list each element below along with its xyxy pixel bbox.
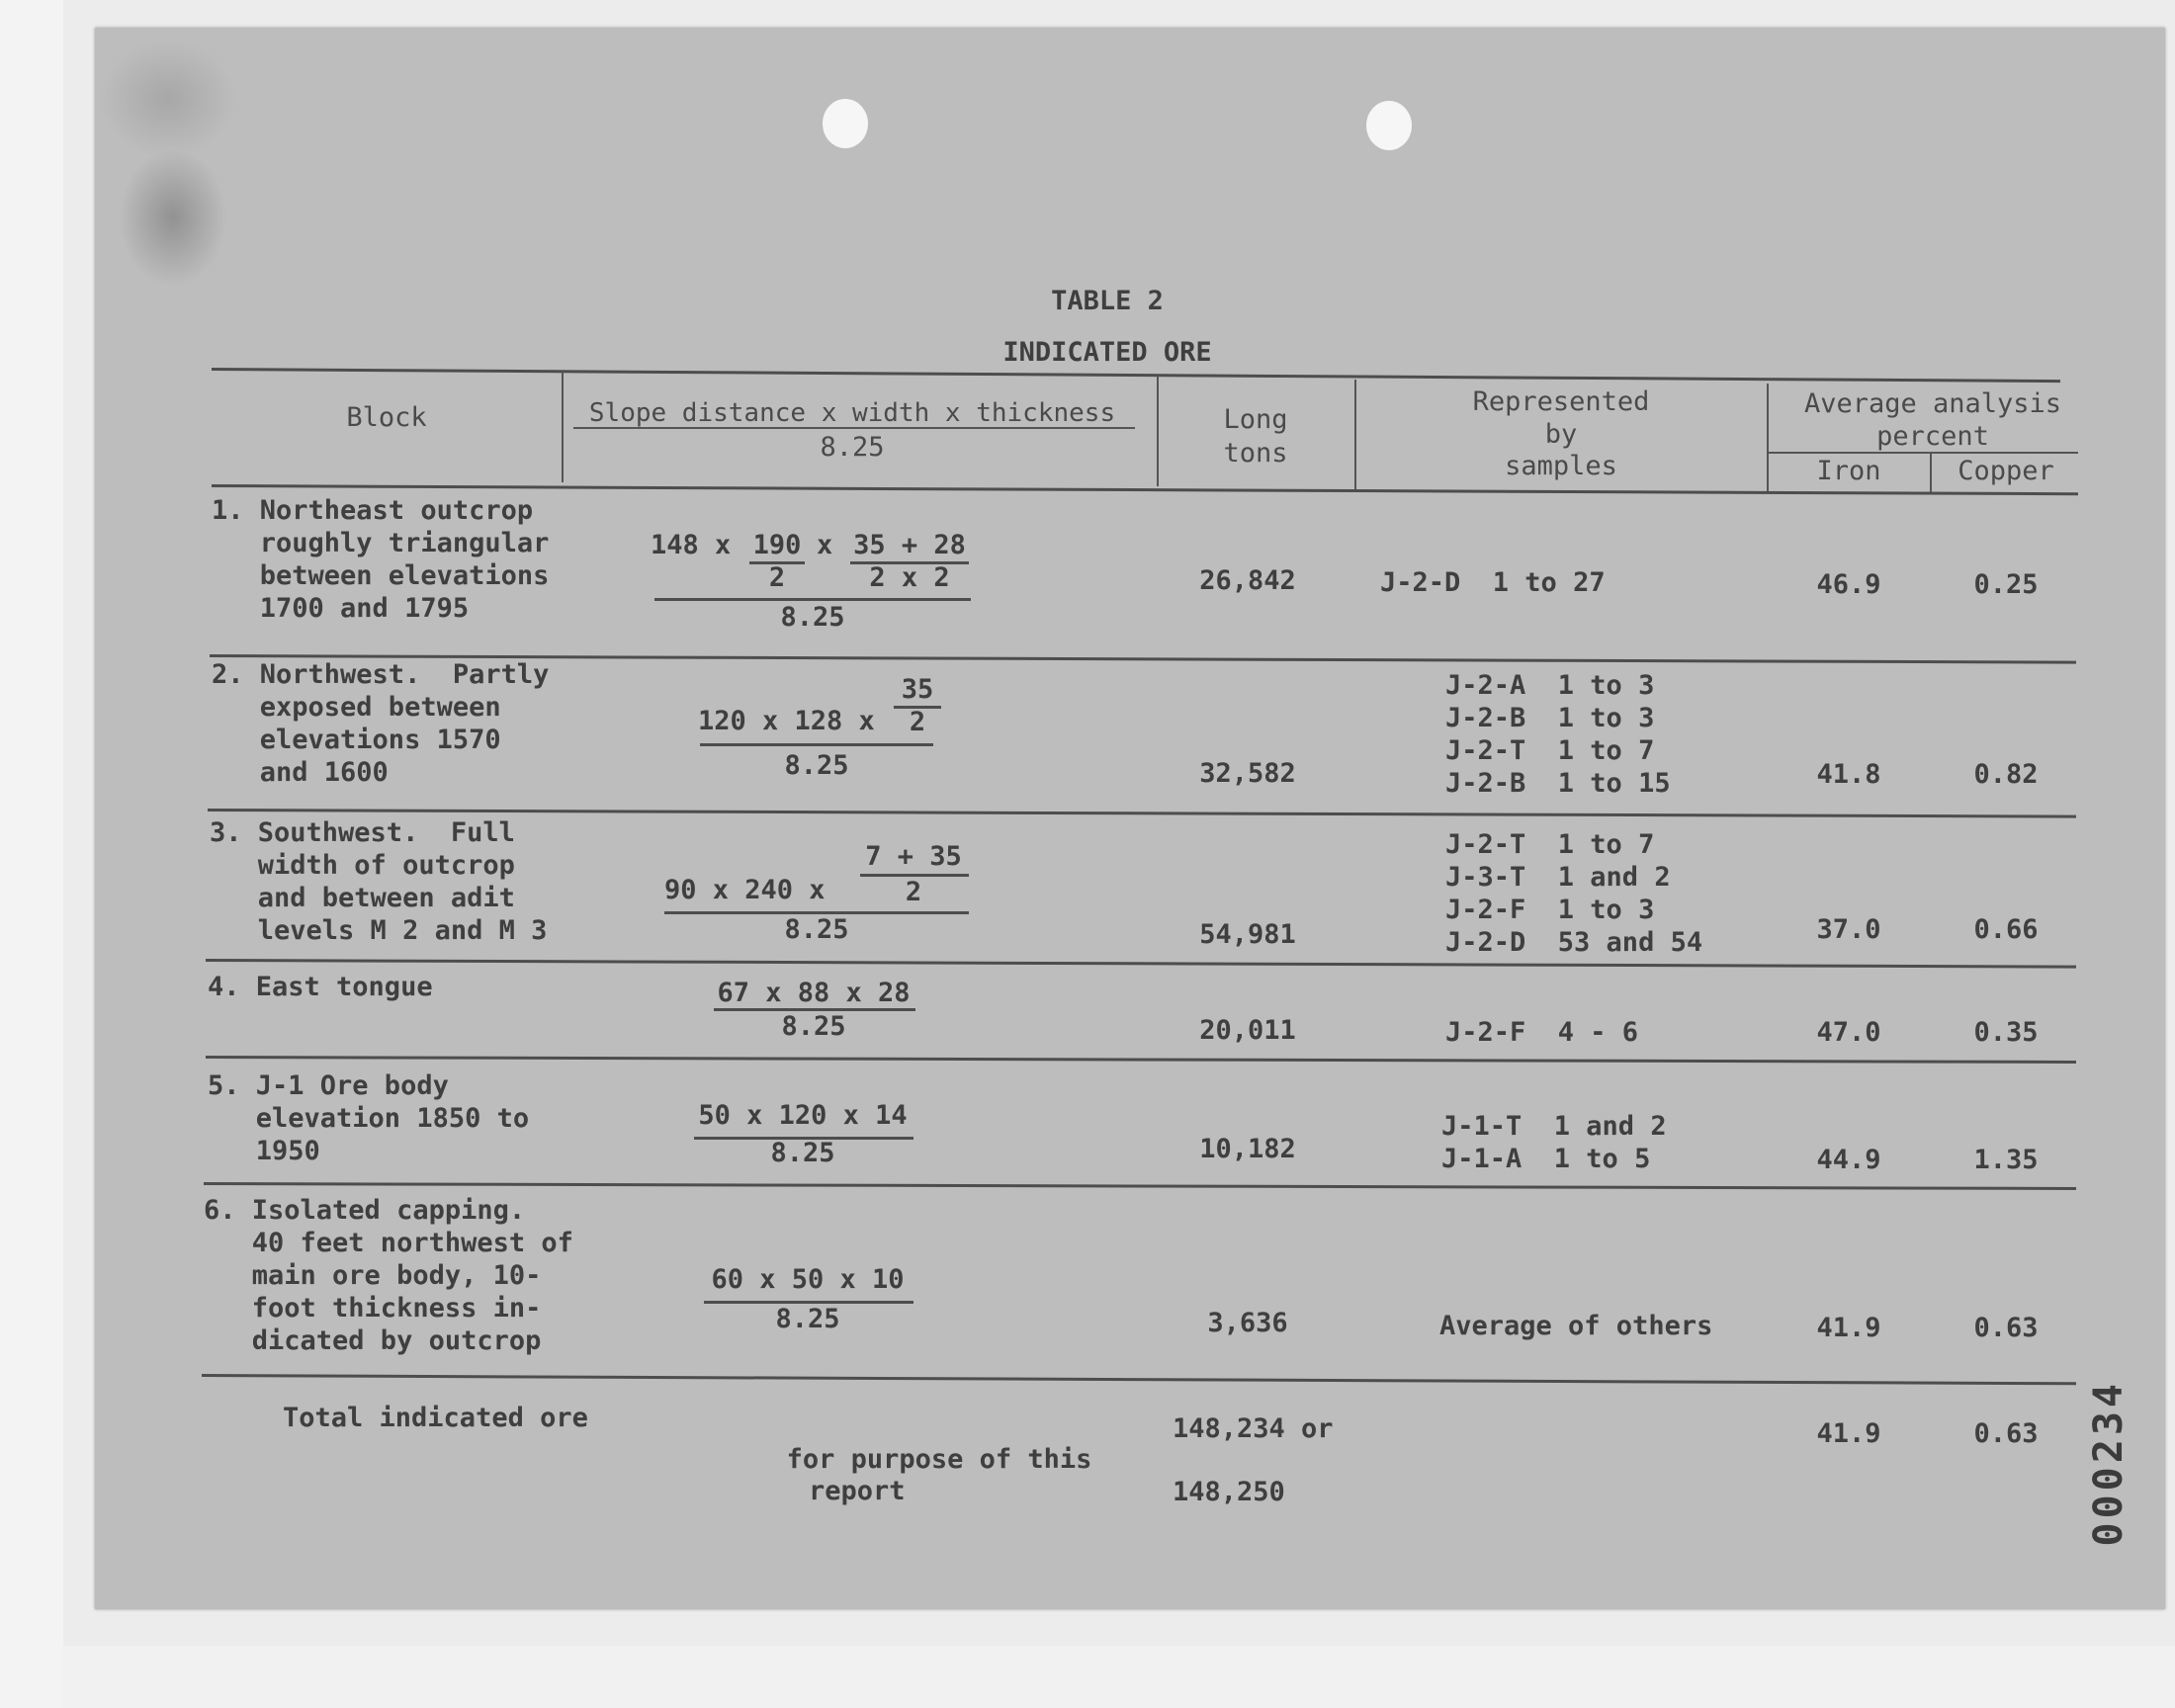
row3-sample: J-3-T 1 and 2 [1445,862,1671,893]
row5-block-line: elevation 1850 to [208,1103,530,1134]
row3-iron: 37.0 [1816,914,1881,945]
row1-copper: 0.25 [1973,569,2039,600]
row1-block-line: between elevations [212,560,550,591]
row1-sample: J-2-D 1 to 27 [1380,567,1606,598]
archive-stamp-number: 000234 [2086,1380,2132,1547]
row4-formula-numerator: 67 x 88 x 28 [717,978,911,1008]
row2-formula-c-num: 35 [901,674,934,705]
total-tons-line1: 148,234 or [1173,1413,1334,1444]
row6-block-line: dicated by outcrop [204,1325,542,1356]
row4-block-line: 4. East tongue [208,972,433,1002]
row3-block-line: levels M 2 and M 3 [210,915,548,946]
row1-formula-x: x [817,530,833,560]
row3-sample: J-2-F 1 to 3 [1445,895,1655,925]
header-iron: Iron [1816,456,1881,486]
total-copper: 0.63 [1973,1418,2039,1449]
total-label: Total indicated ore [283,1403,588,1433]
row1-iron: 46.9 [1816,569,1881,600]
row1-block-line: roughly triangular [212,528,550,558]
row2-formula-main-bar [700,743,933,746]
row3-tons: 54,981 [1199,919,1296,950]
row6-copper: 0.63 [1973,1313,2039,1343]
header-divider [562,372,564,482]
row2-formula-c-den: 2 [909,707,926,737]
header-block: Block [346,402,427,433]
row-rule [202,1374,2076,1385]
row6-formula-numerator: 60 x 50 x 10 [711,1264,905,1295]
row3-block-line: and between adit [210,883,515,913]
row2-sample: J-2-A 1 to 3 [1445,670,1655,701]
row-rule [204,1182,2076,1190]
row4-sample: J-2-F 4 - 6 [1445,1017,1639,1048]
row2-copper: 0.82 [1973,759,2039,790]
row5-block-line: 1950 [208,1136,320,1166]
row1-block-line: 1700 and 1795 [212,593,470,624]
total-note-line1: for purpose of this [786,1444,1092,1475]
row2-formula-a: 120 x 128 x [698,706,875,736]
row6-formula-denominator: 8.25 [775,1304,840,1334]
row5-tons: 10,182 [1199,1134,1296,1164]
row1-formula-b-den: 2 [768,562,786,593]
row5-formula-numerator: 50 x 120 x 14 [698,1100,908,1131]
row4-tons: 20,011 [1199,1015,1296,1046]
row6-block-line: foot thickness in- [204,1293,542,1324]
header-top-rule [212,368,2060,383]
row3-formula-denominator: 8.25 [784,914,849,945]
row6-block-line: 40 feet northwest of [204,1228,573,1258]
header-divider [1767,384,1769,492]
header-samples-line3: samples [1505,451,1617,481]
row1-block-line: 1. Northeast outcrop [212,495,534,526]
row5-sample: J-1-T 1 and 2 [1441,1111,1667,1142]
row1-formula-a: 148 x [651,530,732,560]
header-formula-top: Slope distance x width x thickness [588,398,1116,428]
header-samples-line1: Represented [1472,386,1650,417]
row5-formula-denominator: 8.25 [770,1138,835,1168]
table-title: TABLE 2 [1051,286,1164,316]
row1-tons: 26,842 [1199,565,1296,596]
row5-sample: J-1-A 1 to 5 [1441,1144,1651,1174]
row2-formula-denominator: 8.25 [784,750,849,781]
row1-formula-b-num: 190 [752,530,802,560]
header-tons-line1: Long [1223,404,1288,435]
row6-sample: Average of others [1439,1311,1713,1341]
row2-tons: 32,582 [1199,758,1296,789]
row4-formula-denominator: 8.25 [781,1011,846,1042]
row4-iron: 47.0 [1816,1017,1881,1048]
row2-iron: 41.8 [1816,759,1881,790]
header-samples-line2: by [1544,419,1578,450]
row3-formula-c-num: 7 + 35 [865,841,962,872]
row2-sample: J-2-T 1 to 7 [1445,735,1655,766]
row2-block-line: and 1600 [212,757,389,788]
row1-formula-c-den: 2 x 2 [869,562,950,593]
row3-block-line: 3. Southwest. Full [210,817,515,848]
row1-formula-c-num: 35 + 28 [853,530,966,560]
table-subtitle: INDICATED ORE [1002,337,1212,368]
header-analysis-line1: Average analysis [1803,388,2062,419]
row6-block-line: 6. Isolated capping. [204,1195,526,1226]
header-analysis-line2: percent [1876,421,1989,452]
header-tons-line2: tons [1223,438,1288,469]
row2-sample: J-2-B 1 to 15 [1445,768,1671,799]
row3-sample: J-2-T 1 to 7 [1445,829,1655,860]
row6-block-line: main ore body, 10- [204,1260,542,1291]
row2-block-line: 2. Northwest. Partly [212,659,550,690]
row5-iron: 44.9 [1816,1145,1881,1175]
total-note-line2: report [809,1476,906,1506]
total-tons-line2: 148,250 [1173,1477,1285,1507]
row2-block-line: exposed between [212,692,501,723]
row2-block-line: elevations 1570 [212,725,501,755]
row1-formula-denominator: 8.25 [780,602,845,633]
row5-block-line: 5. J-1 Ore body [208,1070,449,1101]
row3-sample: J-2-D 53 and 54 [1445,927,1703,958]
header-copper: Copper [1958,456,2054,486]
row-rule [206,959,2076,969]
row3-block-line: width of outcrop [210,850,515,881]
header-formula-bottom: 8.25 [820,432,885,463]
row2-sample: J-2-B 1 to 3 [1445,703,1655,733]
row3-copper: 0.66 [1973,914,2039,945]
row6-tons: 3,636 [1207,1308,1288,1338]
row5-copper: 1.35 [1973,1145,2039,1175]
row3-formula-c-den: 2 [905,877,922,907]
row6-iron: 41.9 [1816,1313,1881,1343]
row3-formula-a: 90 x 240 x [664,875,826,905]
row-rule [206,1056,2076,1064]
row4-copper: 0.35 [1973,1017,2039,1048]
total-iron: 41.9 [1816,1418,1881,1449]
